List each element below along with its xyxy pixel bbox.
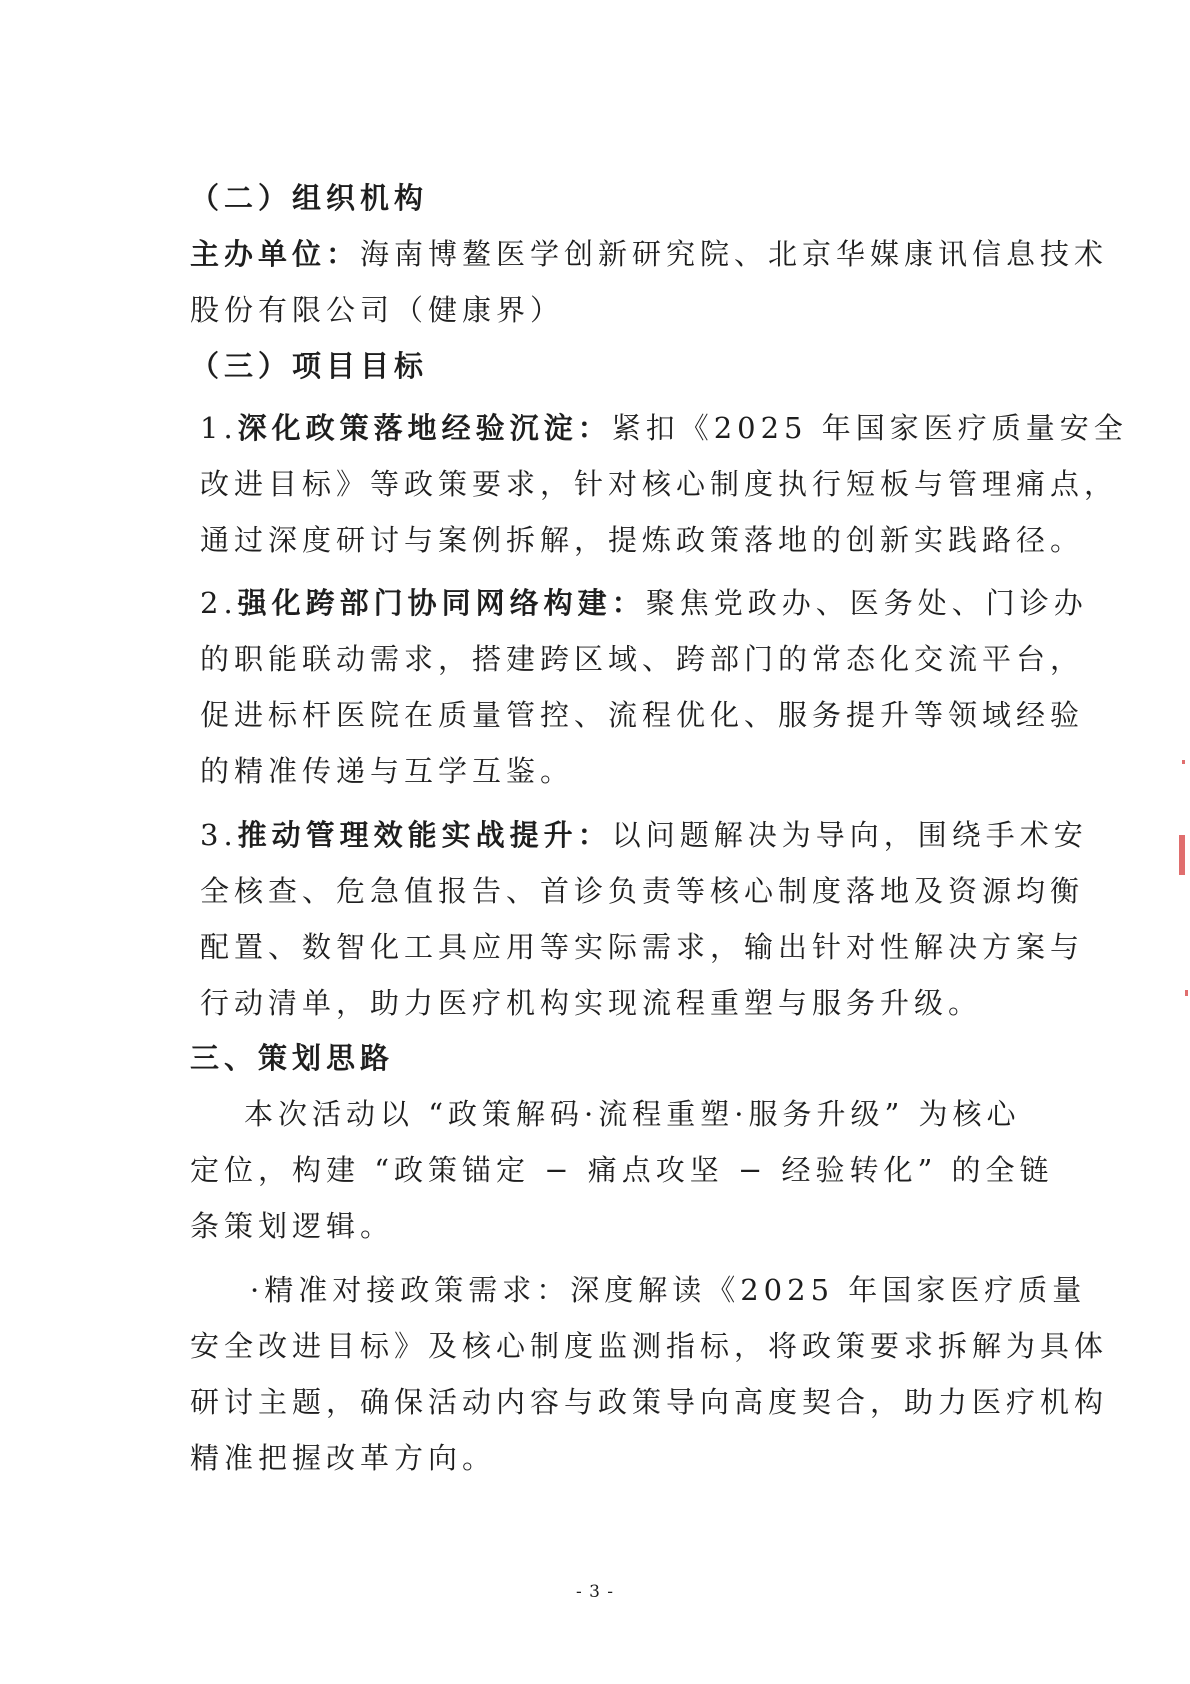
goal-1-line-1 [200,408,1128,448]
goal-2-number: 2. [200,586,238,620]
organizer-line-1 [190,234,1108,274]
organizer-label: 主办单位： [190,237,361,271]
organizer-text-1: 海南博鳌医学创新研究院、北京华媒康讯信息技术 [360,237,1109,271]
intro-line-3: 条策划逻辑。 [190,1209,395,1243]
goal-2-text-1: 聚焦党政办、医务处、门诊办 [645,586,1088,620]
part-heading-planning: 三、策划思路 [190,1041,395,1075]
goal-3-line-2: 全核查、危急值报告、首诊负责等核心制度落地及资源均衡 [200,874,1085,908]
goal-1-title: 深化政策落地经验沉淀： [237,411,612,445]
intro-line-1: 本次活动以 “政策解码·流程重塑·服务升级” 为核心 [244,1097,1021,1131]
goal-1-number: 1. [200,411,238,445]
seal-fragment-bottom [1185,990,1188,996]
section-heading-organization: （二）组织机构 [190,181,429,215]
page-number: - 3 - [575,1582,615,1602]
goal-1-text-1: 紧扣《2025 年国家医疗质量安全 [611,411,1128,445]
goal-3-title: 推动管理效能实战提升： [237,818,612,852]
goal-2-line-4: 的精准传递与互学互鉴。 [200,754,575,788]
goal-1-line-3: 通过深度研讨与案例拆解，提炼政策落地的创新实践路径。 [200,523,1085,557]
goal-2-line-3: 促进标杆医院在质量管控、流程优化、服务提升等领域经验 [200,698,1085,732]
goal-3-text-1: 以问题解决为导向，围绕手术安 [611,818,1088,852]
goal-1-line-2: 改进目标》等政策要求，针对核心制度执行短板与管理痛点， [200,467,1119,501]
bullet-line-3: 研讨主题，确保活动内容与政策导向高度契合，助力医疗机构 [190,1385,1109,1419]
bullet-line-2: 安全改进目标》及核心制度监测指标，将政策要求拆解为具体 [190,1329,1109,1363]
goal-2-line-1 [200,583,1088,623]
goal-3-line-3: 配置、数智化工具应用等实际需求，输出针对性解决方案与 [200,930,1085,964]
goal-3-line-1 [200,815,1088,855]
organizer-line-2: 股份有限公司（健康界） [190,293,565,327]
bullet-line-4: 精准把握改革方向。 [190,1441,497,1475]
goal-3-number: 3. [200,818,238,852]
bullet-line-1: ·精准对接政策需求：深度解读《2025 年国家医疗质量 [250,1273,1087,1307]
intro-line-2: 定位，构建 “政策锚定 − 痛点攻坚 − 经验转化” 的全链 [190,1153,1054,1187]
seal-fragment-top [1182,760,1185,764]
goal-2-line-2: 的职能联动需求，搭建跨区域、跨部门的常态化交流平台， [200,642,1085,676]
seal-fragment-middle [1179,835,1185,875]
goal-2-title: 强化跨部门协同网络构建： [237,586,646,620]
section-heading-goals: （三）项目目标 [190,349,429,383]
goal-3-line-4: 行动清单，助力医疗机构实现流程重塑与服务升级。 [200,986,983,1020]
